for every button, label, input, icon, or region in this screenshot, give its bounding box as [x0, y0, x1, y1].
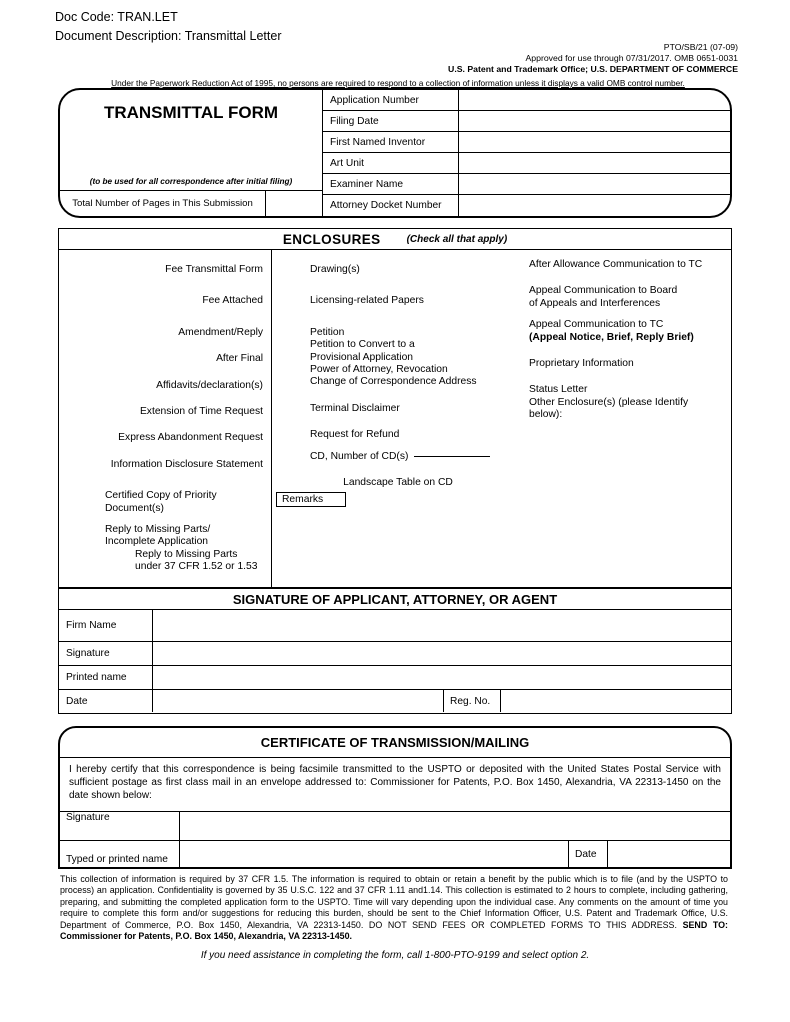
art-unit-input[interactable] [459, 153, 730, 173]
approval-block [448, 42, 738, 74]
enclosure-option-petition[interactable]: Petition [310, 326, 345, 338]
field-label: Filing Date [323, 111, 459, 131]
enclosure-option-fee-transmittal-form[interactable]: Fee Transmittal Form [165, 264, 263, 275]
enclosures-header [59, 229, 731, 250]
enclosure-option-landscape-table-on-cd[interactable]: Landscape Table on CD [343, 477, 453, 489]
transmittal-title-cell [60, 90, 322, 190]
reg-no-label: Reg. No. [443, 690, 501, 712]
enclosure-option-appeal-communication-board[interactable]: Appeal Communication to Board [529, 285, 678, 297]
signature-heading: SIGNATURE OF APPLICANT, ATTORNEY, OR AGENT [59, 589, 731, 610]
examiner-name-input[interactable] [459, 174, 730, 194]
field-row-art-unit [323, 153, 730, 174]
total-pages-row [60, 190, 322, 216]
enclosure-option-certified-copy-priority[interactable]: Certified Copy of Priority [105, 490, 217, 502]
field-row-filing-date [323, 111, 730, 132]
signature-label: Signature [59, 642, 153, 665]
application-number-input[interactable] [459, 90, 730, 110]
certificate-date-input[interactable] [608, 841, 730, 867]
cd-number-label: CD, Number of CD(s) [310, 450, 409, 462]
total-pages-input[interactable] [266, 191, 322, 216]
enclosure-option-terminal-disclaimer[interactable]: Terminal Disclaimer [310, 402, 400, 414]
certificate-signature-input[interactable] [180, 812, 730, 840]
certificate-section [58, 726, 732, 869]
certificate-date-label: Date [568, 841, 608, 867]
certificate-typed-name-label: Typed or printed name [60, 841, 180, 867]
total-pages-label: Total Number of Pages in This Submission [60, 191, 266, 216]
enclosures-section [58, 228, 732, 588]
transmittal-usage-note: (to be used for all correspondence after initial filing) [89, 177, 293, 186]
remarks-label: Remarks [276, 492, 346, 507]
firm-name-input[interactable] [153, 610, 731, 641]
enclosure-option-provisional-application: Provisional Application [310, 351, 414, 363]
signature-input[interactable] [153, 642, 731, 665]
certificate-row-signature [60, 812, 730, 841]
enclosures-middle-list [310, 250, 512, 489]
certificate-typed-name-input[interactable] [180, 841, 568, 867]
firm-name-label: Firm Name [59, 610, 153, 641]
certificate-row-typed-name [60, 841, 730, 867]
enclosure-option-petition-to-convert[interactable]: Petition to Convert to a [310, 339, 415, 351]
enclosure-option-request-for-refund[interactable]: Request for Refund [310, 429, 400, 441]
privacy-act-fineprint [60, 874, 728, 942]
enclosures-column-left [59, 250, 272, 587]
enclosure-option-drawings[interactable]: Drawing(s) [310, 264, 360, 275]
enclosures-right-list [529, 250, 725, 422]
form-number: PTO/SB/21 (07-09) [663, 42, 738, 52]
enclosure-option-proprietary-information[interactable]: Proprietary Information [529, 358, 634, 370]
enclosure-option-incomplete-application: Incomplete Application [105, 536, 209, 548]
application-fields [322, 90, 730, 216]
enclosure-option-reply-missing-parts-cfr-line2: under 37 CFR 1.52 or 1.53 [135, 561, 258, 573]
signature-section [58, 588, 732, 714]
enclosure-option-appeal-notice-brief: (Appeal Notice, Brief, Reply Brief) [529, 331, 694, 343]
enclosure-option-amendment-reply[interactable]: Amendment/Reply [178, 326, 263, 338]
attorney-docket-number-input[interactable] [459, 195, 730, 216]
enclosure-option-power-of-attorney-revocation[interactable]: Power of Attorney, Revocation [310, 364, 448, 376]
enclosure-option-after-allowance-communication-tc[interactable]: After Allowance Communication to TC [529, 259, 703, 270]
enclosures-column-right [529, 250, 731, 587]
enclosure-option-other-enclosures[interactable]: Other Enclosure(s) (please Identify [529, 396, 689, 408]
printed-name-label: Printed name [59, 666, 153, 689]
signature-row-signature [59, 642, 731, 666]
signature-row-firm-name [59, 610, 731, 642]
enclosure-option-certified-copy-priority-line2: Document(s) [105, 502, 164, 514]
enclosures-subheading: (Check all that apply) [406, 233, 508, 245]
enclosure-option-status-letter[interactable]: Status Letter [529, 384, 588, 396]
field-label: Examiner Name [323, 174, 459, 194]
enclosure-option-reply-missing-parts[interactable]: Reply to Missing Parts/ [105, 524, 211, 536]
transmittal-header-box [58, 88, 732, 218]
fineprint-body: This collection of information is required by 37 CFR 1.5. The information is required to obtain or retain a benefit by the public which is to file (and by the USPTO to process) an application. Confidentiality is governed by 35 U.S.C. 122 and 37 CFR 1.11 and1.14. This collection is estimated to 2 hours to complete, including gathering, preparing, and submitting the completed application form to the USPTO. Time will vary depending upon the individual case. Any comments on the amount of time you require to complete this form and/or suggestions for reducing this burden, should be sent to the Chief Information Officer, U.S. Patent and Trademark Office, U.S. Department of Commerce, P.O. Box 1450, Alexandria, VA 22313-1450. DO NOT SEND FEES OR COMPLETED FORMS TO THIS ADDRESS. [60, 874, 728, 930]
page-title: TRANSMITTAL FORM [103, 103, 279, 122]
enclosure-option-cd-number[interactable] [310, 451, 512, 463]
field-row-attorney-docket-number [323, 195, 730, 216]
enclosure-option-extension-of-time-request[interactable]: Extension of Time Request [139, 406, 263, 418]
field-row-application-number [323, 90, 730, 111]
enclosure-option-change-of-correspondence-address[interactable]: Change of Correspondence Address [310, 376, 477, 388]
date-input[interactable] [153, 690, 443, 712]
doc-code: Doc Code: TRAN.LET [55, 10, 178, 24]
enclosures-columns [59, 250, 731, 587]
enclosure-option-reply-missing-parts-cfr[interactable]: Reply to Missing Parts [135, 548, 238, 560]
paperwork-reduction-notice: Under the Paperwork Reduction Act of 1995, no persons are required to respond to a collection of information unless it displays a valid OMB control number. [111, 78, 685, 88]
first-named-inventor-input[interactable] [459, 132, 730, 152]
filing-date-input[interactable] [459, 111, 730, 131]
enclosure-option-licensing-related-papers[interactable]: Licensing-related Papers [310, 295, 424, 307]
reg-no-input[interactable] [501, 690, 731, 712]
field-label: Application Number [323, 90, 459, 110]
issuing-office: U.S. Patent and Trademark Office; U.S. DEPARTMENT OF COMMERCE [448, 63, 738, 74]
enclosure-option-appeal-communication-tc[interactable]: Appeal Communication to TC [529, 319, 664, 331]
enclosure-option-express-abandonment-request[interactable]: Express Abandonment Request [118, 432, 263, 444]
enclosures-column-middle [272, 250, 518, 587]
enclosure-option-fee-attached[interactable]: Fee Attached [202, 295, 263, 307]
date-label: Date [59, 690, 153, 712]
assistance-note: If you need assistance in completing the form, call 1-800-PTO-9199 and select option 2. [200, 950, 590, 961]
approval-expiry: Approved for use through 07/31/2017. OMB 0651-0031 [525, 52, 738, 63]
field-row-examiner-name [323, 174, 730, 195]
fineprint-send-to: SEND TO: Commissioner for Patents, P.O. Box 1450, Alexandria, VA 22313-1450. [60, 919, 728, 942]
enclosures-left-list [59, 250, 263, 574]
printed-name-input[interactable] [153, 666, 731, 689]
signature-row-date [59, 690, 731, 712]
doc-header [55, 8, 281, 46]
signature-row-printed-name [59, 666, 731, 690]
cd-number-input[interactable] [414, 456, 490, 457]
field-row-first-named-inventor [323, 132, 730, 153]
enclosures-heading: ENCLOSURES [282, 231, 381, 247]
enclosure-option-appeal-communication-board-line2: of Appeals and Interferences [529, 297, 661, 309]
certificate-heading: CERTIFICATE OF TRANSMISSION/MAILING [60, 728, 730, 758]
enclosure-option-other-enclosures-line2: below): [529, 409, 563, 421]
certificate-paragraph: I hereby certify that this correspondence is being facsimile transmitted to the USPTO or deposited with the United States Postal Service with sufficient postage as first class mail in an envelope addressed to: Commissioner for Patents, P.O. Box 1450, Alexandria, VA 22313-1450 on the date shown below: [60, 758, 730, 812]
field-label: First Named Inventor [323, 132, 459, 152]
enclosure-option-affidavits-declarations[interactable]: Affidavits/declaration(s) [156, 379, 263, 391]
certificate-signature-label: Signature [60, 812, 180, 840]
enclosure-option-information-disclosure-statement[interactable]: Information Disclosure Statement [110, 458, 263, 470]
doc-description: Document Description: Transmittal Letter [55, 29, 282, 43]
field-label: Attorney Docket Number [323, 195, 459, 216]
enclosure-option-after-final[interactable]: After Final [216, 353, 263, 365]
field-label: Art Unit [323, 153, 459, 173]
